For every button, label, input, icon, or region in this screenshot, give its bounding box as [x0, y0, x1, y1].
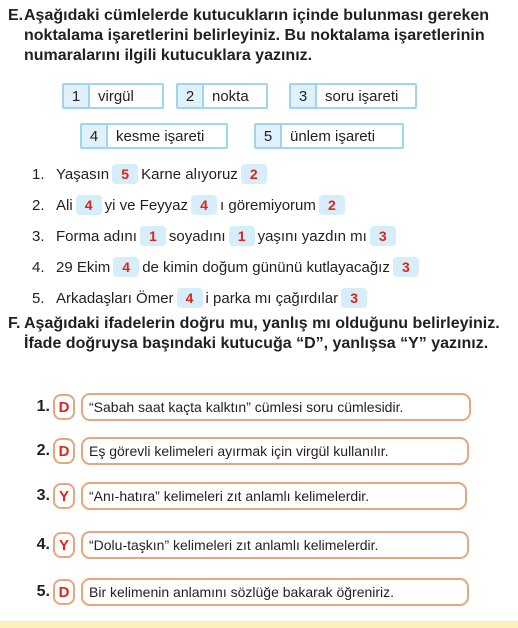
- item-number: 1.: [32, 165, 45, 183]
- e-item-3: [32, 224, 399, 248]
- legend-number: 2: [178, 85, 204, 107]
- sentence-text: Forma adını: [56, 227, 137, 245]
- item-number: 5.: [32, 289, 45, 307]
- answer-box[interactable]: 4: [113, 257, 139, 277]
- section-f-heading: [8, 314, 508, 354]
- sentence-text: Karne alıyoruz: [141, 165, 238, 183]
- answer-box[interactable]: 3: [341, 288, 367, 308]
- f-item-5: [28, 576, 469, 608]
- answer-box[interactable]: 2: [319, 195, 345, 215]
- sentence-text: Ali: [56, 196, 73, 214]
- answer-box[interactable]: 4: [191, 195, 217, 215]
- bottom-decor-bar: [0, 621, 518, 628]
- answer-box[interactable]: 2: [241, 164, 267, 184]
- legend-label: nokta: [212, 87, 249, 105]
- legend-box-unlem-isareti: [254, 123, 404, 149]
- sentence-text: Yaşasın: [56, 165, 110, 183]
- legend-label: kesme işareti: [116, 127, 205, 145]
- f-item-4: [28, 529, 469, 561]
- e-item-1: [32, 162, 270, 186]
- legend-box-virgul: [62, 83, 164, 109]
- answer-box[interactable]: 4: [177, 288, 203, 308]
- answer-box[interactable]: Y: [53, 532, 75, 558]
- legend-box-nokta: [176, 83, 268, 109]
- legend-number: 1: [64, 85, 90, 107]
- sentence-text: soyadını: [168, 227, 226, 245]
- answer-box[interactable]: D: [53, 394, 75, 420]
- sentence-text: Arkadaşları Ömer: [56, 289, 174, 307]
- answer-box[interactable]: Y: [53, 483, 75, 509]
- sentence-text: ı göremiyorum: [220, 196, 316, 214]
- statement-text: “Sabah saat kaçta kalktın” cümlesi soru cümlesidir.: [81, 393, 471, 421]
- e-item-4: [32, 255, 422, 279]
- item-number: 5.: [36, 583, 50, 600]
- sentence-text: 29 Ekim: [56, 258, 111, 276]
- statement-text: Bir kelimenin anlamını sözlüğe bakarak öğreniriz.: [81, 578, 469, 606]
- answer-box[interactable]: 1: [229, 226, 255, 246]
- legend-label: ünlem işareti: [290, 127, 376, 145]
- sentence-text: yaşını yazdın mı: [257, 227, 367, 245]
- legend-label: virgül: [98, 87, 134, 105]
- item-number: 3.: [36, 487, 50, 504]
- answer-box[interactable]: 3: [393, 257, 419, 277]
- statement-text: Eş görevli kelimeleri ayırmak için virgül kullanılır.: [81, 437, 469, 465]
- answer-box[interactable]: 1: [140, 226, 166, 246]
- item-number: 3.: [32, 227, 45, 245]
- statement-text: “Anı-hatıra” kelimeleri zıt anlamlı kelimelerdir.: [81, 482, 467, 510]
- item-number: 1.: [36, 398, 50, 415]
- answer-box[interactable]: D: [53, 579, 75, 605]
- section-e-heading: [8, 6, 508, 66]
- f-item-2: [28, 435, 469, 467]
- section-f-letter: F.: [8, 315, 21, 332]
- answer-box[interactable]: D: [53, 438, 75, 464]
- item-number: 4.: [32, 258, 45, 276]
- legend-box-kesme-isareti: [80, 123, 228, 149]
- section-e-instruction: Aşağıdaki cümlelerde kutucukların içinde bulunması gereken noktalama işaretlerini belirleyiniz. Bu noktalama işaretlerinin numaralarını ilgili kutucuklara yazınız.: [24, 7, 490, 64]
- legend-label: soru işareti: [325, 87, 399, 105]
- e-item-5: [32, 286, 370, 310]
- legend-box-soru-isareti: [289, 83, 417, 109]
- answer-box[interactable]: 3: [370, 226, 396, 246]
- answer-box[interactable]: 5: [112, 164, 138, 184]
- e-item-2: [32, 193, 348, 217]
- item-number: 2.: [32, 196, 45, 214]
- sentence-text: yi ve Feyyaz: [104, 196, 189, 214]
- section-f-instruction: Aşağıdaki ifadelerin doğru mu, yanlış mı olduğunu belirleyiniz. İfade doğruysa başındaki kutucuğa “D”, yanlışsa “Y” yazınız.: [24, 315, 500, 352]
- answer-box[interactable]: 4: [76, 195, 102, 215]
- legend-number: 3: [291, 85, 317, 107]
- f-item-1: [28, 391, 471, 423]
- sentence-text: i parka mı çağırdılar: [205, 289, 339, 307]
- f-item-3: [28, 480, 467, 512]
- legend-number: 5: [256, 125, 282, 147]
- statement-text: “Dolu-taşkın” kelimeleri zıt anlamlı kelimelerdir.: [81, 531, 469, 559]
- item-number: 2.: [36, 442, 50, 459]
- legend-number: 4: [82, 125, 108, 147]
- sentence-text: de kimin doğum gününü kutlayacağız: [142, 258, 390, 276]
- item-number: 4.: [36, 536, 50, 553]
- section-e-letter: E.: [8, 7, 24, 24]
